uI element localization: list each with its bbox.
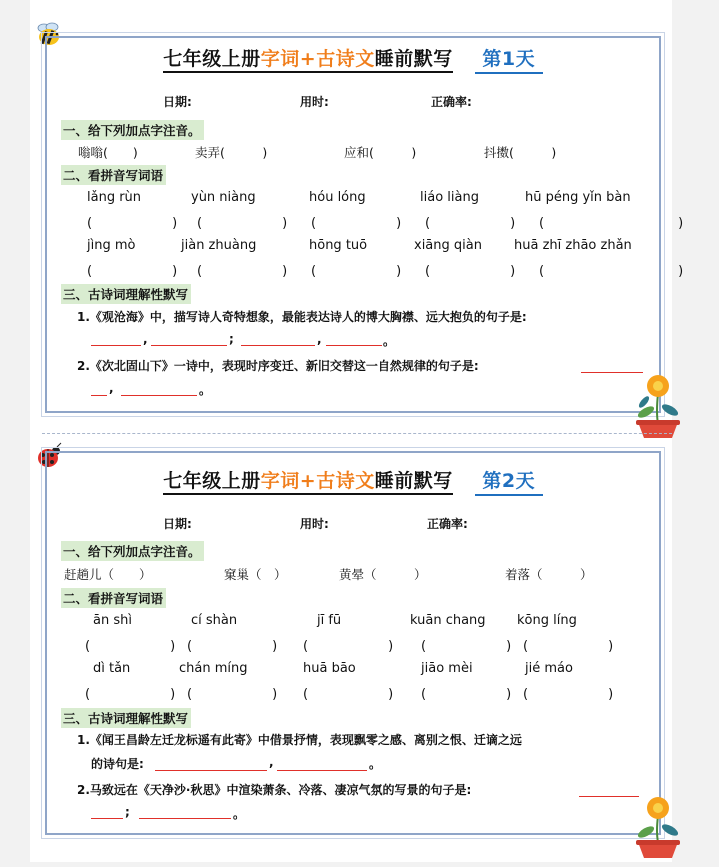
day-label: 第2天 bbox=[475, 466, 543, 496]
answer-line[interactable] bbox=[91, 344, 141, 346]
card-separator bbox=[42, 433, 672, 434]
day2-card bbox=[45, 451, 661, 835]
annotation-item[interactable]: 着落（ ） bbox=[505, 567, 593, 582]
question-1-continued: 的诗句是: bbox=[91, 757, 144, 771]
pinyin-word: chán míng bbox=[179, 661, 248, 676]
answer-blank[interactable]: ( ) bbox=[539, 216, 719, 231]
punctuation: ; bbox=[229, 332, 234, 346]
pinyin-word: huā bāo bbox=[303, 661, 356, 676]
pinyin-word: hū péng yǐn bàn bbox=[525, 190, 631, 205]
date-label: 日期: bbox=[163, 95, 192, 109]
punctuation: 。 bbox=[233, 807, 246, 821]
answer-line[interactable] bbox=[241, 344, 315, 346]
time-label: 用时: bbox=[300, 517, 329, 531]
answer-blank[interactable]: ( ) bbox=[197, 264, 306, 279]
punctuation: 。 bbox=[199, 383, 212, 397]
pinyin-word: xiāng qiàn bbox=[414, 238, 482, 253]
pinyin-word: kuān chang bbox=[410, 613, 486, 628]
day-label: 第1天 bbox=[475, 44, 543, 74]
pinyin-word: ān shì bbox=[93, 613, 132, 628]
pinyin-word: hōng tuō bbox=[309, 238, 368, 253]
annotation-item[interactable]: 赶趟儿（ ） bbox=[64, 567, 152, 582]
answer-blank[interactable]: ( ) bbox=[311, 264, 420, 279]
pinyin-word: jié máo bbox=[525, 661, 573, 676]
title-topic: 字词+古诗文 bbox=[260, 470, 375, 492]
annotation-item[interactable]: 窠巢（ ） bbox=[224, 567, 287, 582]
answer-blank[interactable]: ( ) bbox=[187, 687, 296, 702]
flower-pot-icon bbox=[632, 372, 684, 442]
flower-pot-icon bbox=[632, 794, 684, 860]
answer-line[interactable] bbox=[139, 817, 231, 819]
punctuation: , bbox=[317, 332, 322, 346]
annotation-item[interactable]: 黄晕（ ） bbox=[339, 567, 427, 582]
pinyin-word: jiàn zhuàng bbox=[181, 238, 257, 253]
pinyin-word: lǎng rùn bbox=[87, 190, 142, 205]
answer-blank[interactable]: ( ) bbox=[87, 264, 196, 279]
section-1-heading: 一、给下列加点字注音。 bbox=[61, 541, 204, 561]
answer-blank[interactable]: ( ) bbox=[539, 264, 719, 279]
pinyin-word: dì tǎn bbox=[93, 661, 131, 676]
annotation-item[interactable]: 卖弄( ) bbox=[195, 145, 268, 160]
answer-blank[interactable]: ( ) bbox=[85, 687, 194, 702]
answer-blank[interactable]: ( ) bbox=[197, 216, 306, 231]
answer-blank[interactable]: ( ) bbox=[187, 639, 296, 654]
answer-line[interactable] bbox=[579, 795, 639, 797]
answer-blank[interactable]: ( ) bbox=[425, 264, 534, 279]
title-task: 睡前默写 bbox=[374, 470, 453, 492]
question-1: 1.《观沧海》中，描写诗人奇特想象，最能表达诗人的博大胸襟、远大抱负的句子是: bbox=[77, 310, 527, 324]
punctuation: , bbox=[143, 332, 148, 346]
answer-line[interactable] bbox=[151, 344, 227, 346]
title-task: 睡前默写 bbox=[374, 48, 453, 70]
title-grade: 七年级上册 bbox=[163, 470, 261, 492]
punctuation: 。 bbox=[383, 334, 396, 348]
pinyin-word: huā zhī zhāo zhǎn bbox=[514, 238, 632, 253]
annotation-item[interactable]: 嗡嗡( ) bbox=[78, 145, 138, 160]
pinyin-word: kōng líng bbox=[517, 613, 577, 628]
question-2: 2.《次北固山下》一诗中，表现时序变迁、新旧交替这一自然规律的句子是: bbox=[77, 359, 479, 373]
question-2: 2.马致远在《天净沙·秋思》中渲染萧条、冷落、凄凉气氛的写景的句子是: bbox=[77, 783, 472, 797]
accuracy-label: 正确率: bbox=[431, 95, 472, 109]
answer-line[interactable] bbox=[91, 817, 123, 819]
day1-title bbox=[47, 44, 659, 74]
annotation-item[interactable]: 应和( ) bbox=[344, 145, 417, 160]
answer-blank[interactable]: ( ) bbox=[523, 639, 632, 654]
time-label: 用时: bbox=[300, 95, 329, 109]
pinyin-word: liáo liàng bbox=[420, 190, 479, 205]
section-2-heading: 二、看拼音写词语 bbox=[61, 588, 166, 608]
pinyin-word: jìng mò bbox=[87, 238, 136, 253]
answer-blank[interactable]: ( ) bbox=[303, 639, 412, 654]
answer-line[interactable] bbox=[277, 769, 367, 771]
answer-blank[interactable]: ( ) bbox=[85, 639, 194, 654]
question-1: 1.《闻王昌龄左迁龙标遥有此寄》中借景抒情，表现飘零之感、离别之恨、迁谪之远 bbox=[77, 733, 522, 747]
section-3-heading: 三、古诗词理解性默写 bbox=[61, 284, 191, 304]
answer-blank[interactable]: ( ) bbox=[87, 216, 196, 231]
answer-blank[interactable]: ( ) bbox=[421, 687, 530, 702]
date-label: 日期: bbox=[163, 517, 192, 531]
answer-line[interactable] bbox=[121, 394, 197, 396]
answer-blank[interactable]: ( ) bbox=[311, 216, 420, 231]
title-topic: 字词+古诗文 bbox=[260, 48, 375, 70]
pinyin-word: cí shàn bbox=[191, 613, 238, 628]
annotation-item[interactable]: 抖擞( ) bbox=[484, 145, 557, 160]
section-2-heading: 二、看拼音写词语 bbox=[61, 165, 166, 185]
punctuation: , bbox=[269, 755, 274, 769]
answer-line[interactable] bbox=[155, 769, 267, 771]
answer-blank[interactable]: ( ) bbox=[425, 216, 534, 231]
section-1-heading: 一、给下列加点字注音。 bbox=[61, 120, 204, 140]
accuracy-label: 正确率: bbox=[427, 517, 468, 531]
pinyin-word: jī fū bbox=[317, 613, 342, 628]
punctuation: 。 bbox=[369, 757, 382, 771]
pinyin-word: hóu lóng bbox=[309, 190, 366, 205]
day2-title bbox=[47, 466, 659, 496]
answer-line[interactable] bbox=[91, 394, 107, 396]
answer-blank[interactable]: ( ) bbox=[523, 687, 632, 702]
pinyin-word: jiāo mèi bbox=[421, 661, 473, 676]
day1-card bbox=[45, 36, 719, 413]
pinyin-word: yùn niàng bbox=[191, 190, 256, 205]
punctuation: ; bbox=[125, 805, 130, 819]
answer-line[interactable] bbox=[326, 344, 382, 346]
answer-blank[interactable]: ( ) bbox=[303, 687, 412, 702]
answer-blank[interactable]: ( ) bbox=[421, 639, 530, 654]
punctuation: , bbox=[109, 381, 114, 395]
section-3-heading: 三、古诗词理解性默写 bbox=[61, 708, 191, 728]
title-grade: 七年级上册 bbox=[163, 48, 261, 70]
